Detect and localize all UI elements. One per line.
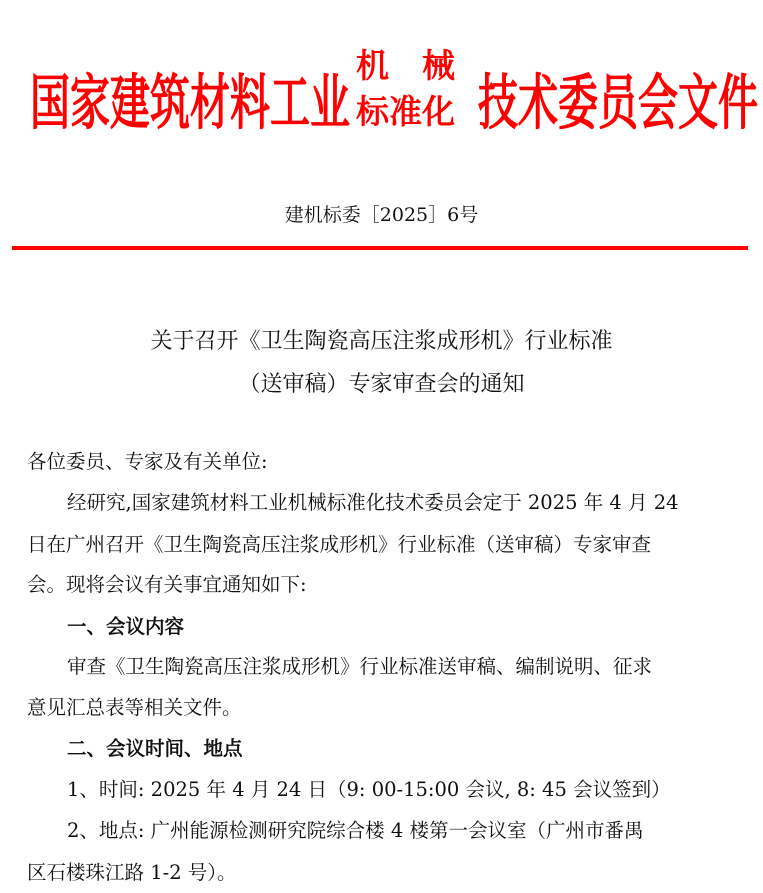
notice-title-line-2: （送审稿）专家审查会的通知 (238, 372, 525, 397)
meeting-time: 1、时间: 2025 年 4 月 24 日（9: 00-15:00 会议, 8: 45 会议签到） (67, 778, 671, 801)
section-heading-content: 一、会议内容 (67, 615, 185, 638)
body-line: 经研究,国家建筑材料工业机械标准化技术委员会定于 2025 年 4 月 24 (67, 491, 679, 514)
header-stack-bottom: 标准化 (356, 95, 455, 131)
body-line: 审查《卫生陶瓷高压注浆成形机》行业标准送审稿、编制说明、征求 (67, 655, 653, 678)
body-line: 日在广州召开《卫生陶瓷高压注浆成形机》行业标准（送审稿）专家审查 (27, 533, 652, 556)
meeting-place: 2、地点: 广州能源检测研究院综合楼 4 楼第一会议室（广州市番禺 (67, 819, 644, 842)
document-number: 建机标委［2025］6号 (284, 204, 479, 226)
section-heading-time-place: 二、会议时间、地点 (67, 737, 243, 760)
salutation: 各位委员、专家及有关单位: (27, 450, 268, 473)
notice-title-line-1: 关于召开《卫生陶瓷高压注浆成形机》行业标准 (150, 329, 613, 354)
header-divider (12, 246, 748, 250)
header-org-right: 技术委员会文件 (478, 69, 758, 137)
body-line: 会。现将会议有关事宜通知如下: (27, 573, 307, 596)
meeting-place-cont: 区石楼珠江路 1-2 号）。 (27, 861, 237, 884)
body-line: 意见汇总表等相关文件。 (27, 696, 242, 719)
header-org-left: 国家建筑材料工业 (30, 69, 350, 137)
header-stack-top: 机 械 (356, 49, 455, 85)
